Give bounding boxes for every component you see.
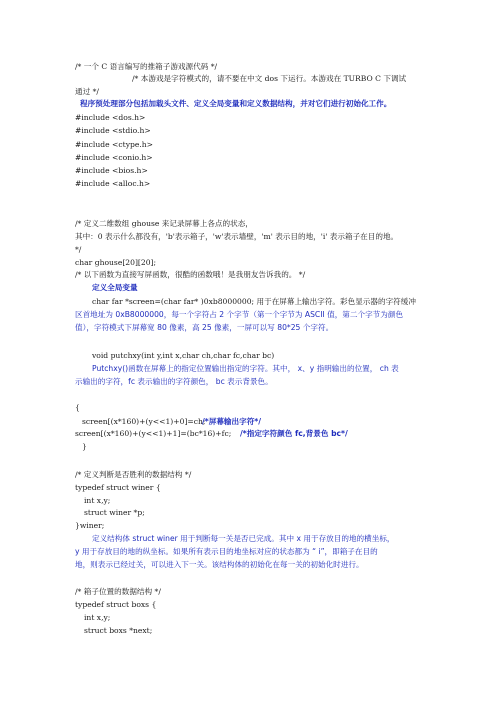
struct-explanation: 地，则表示已经过关，可以进入下一关。该结构体的初始化在每一关的初始化时进行。 xyxy=(75,560,364,569)
include-line: #include <conio.h> xyxy=(75,153,153,162)
screen-explanation: 值），字符模式下屏幕宽 80 像素，高 25 像素，一屏可以写 80*25 个字符。 xyxy=(75,323,334,332)
struct-line: struct boxs *next; xyxy=(84,626,153,635)
function-signature: void putchxy(int y,int x,char ch,char fc,char bc) xyxy=(92,351,275,360)
include-line: #include <alloc.h> xyxy=(75,179,151,188)
function-explanation: Putchxy()函数在屏幕上的指定位置输出指定的字符。其中， x、y 指明输出的位置， ch 表 xyxy=(92,364,399,373)
struct-explanation: 定义结构体 struct winer 用于判断每一关是否已完成。其中 x 用于存放目的地的横坐标， xyxy=(92,534,395,543)
code-line: screen[(x*160)+(y<<1)+0]=ch; xyxy=(82,417,206,426)
function-comment: /* 以下函数为直接写屏函数，很酷的函数哦！是我朋友告诉我的。 */ xyxy=(75,270,306,279)
include-line: #include <stdio.h> xyxy=(75,126,151,135)
code-brace: } xyxy=(82,442,87,451)
struct-line: struct winer *p; xyxy=(84,508,145,517)
boxs-comment: /* 箱子位置的数据结构 */ xyxy=(75,587,161,596)
subheading: 定义全局变量 xyxy=(92,283,138,292)
include-line: #include <dos.h> xyxy=(75,113,146,122)
winer-comment: /* 定义判断是否胜利的数据结构 */ xyxy=(75,470,192,479)
header-comment: /* 一个 C 语言编写的推箱子游戏源代码 */ xyxy=(75,62,218,71)
array-comment-detail: 其中：0 表示什么都没有，'b'表示箱子，'w'表示墙壁，'m' 表示目的地，'i' 表示箱子在目的地。 xyxy=(75,232,399,241)
include-line: #include <bios.h> xyxy=(75,166,148,175)
intro-comment-end: 通过 */ xyxy=(75,87,99,96)
code-comment: /*指定字符颜色 fc,背景色 bc*/ xyxy=(240,429,348,438)
screen-explanation: 区首地址为 0xB8000000，每一个字符占 2 个字节（第一个字节为 ASCII 值，第二个字节为颜色 xyxy=(75,310,404,319)
include-line: #include <ctype.h> xyxy=(75,140,154,149)
array-comment: /* 定义二维数组 ghouse 来记录屏幕上各点的状态， xyxy=(75,219,253,228)
array-comment-end: */ xyxy=(75,245,82,254)
section-heading: 程序预处理部分包括加载头文件、定义全局变量和定义数据结构，并对它们进行初始化工作。 xyxy=(80,99,392,108)
struct-line: int x,y; xyxy=(84,496,111,505)
struct-line: int x,y; xyxy=(84,613,111,622)
code-comment: /*屏幕输出字符*/ xyxy=(202,417,262,426)
struct-line: }winer; xyxy=(75,521,105,530)
struct-line: typedef struct boxs { xyxy=(75,600,157,609)
code-brace: { xyxy=(75,403,80,412)
screen-declaration: char far *screen=(char far* )0xb8000000; 用于在屏幕上输出字符。彩色显示器的字符缓冲 xyxy=(92,297,416,306)
struct-line: typedef struct winer { xyxy=(75,483,161,492)
intro-comment-line: /* 本游戏是字符模式的，请不要在中文 dos 下运行。本游戏在 TURBO C 下调试 xyxy=(132,74,407,83)
struct-explanation: y 用于存放目的地的纵坐标。如果所有表示目的地坐标对应的状态都为 “ i”，即箱子在目的 xyxy=(75,547,378,556)
function-explanation: 示输出的字符，fc 表示输出的字符颜色， bc 表示背景色。 xyxy=(75,377,273,386)
array-declaration: char ghouse[20][20]; xyxy=(75,258,157,267)
code-line: screen[(x*160)+(y<<1)+1]=(bc*16)+fc; xyxy=(75,429,232,438)
